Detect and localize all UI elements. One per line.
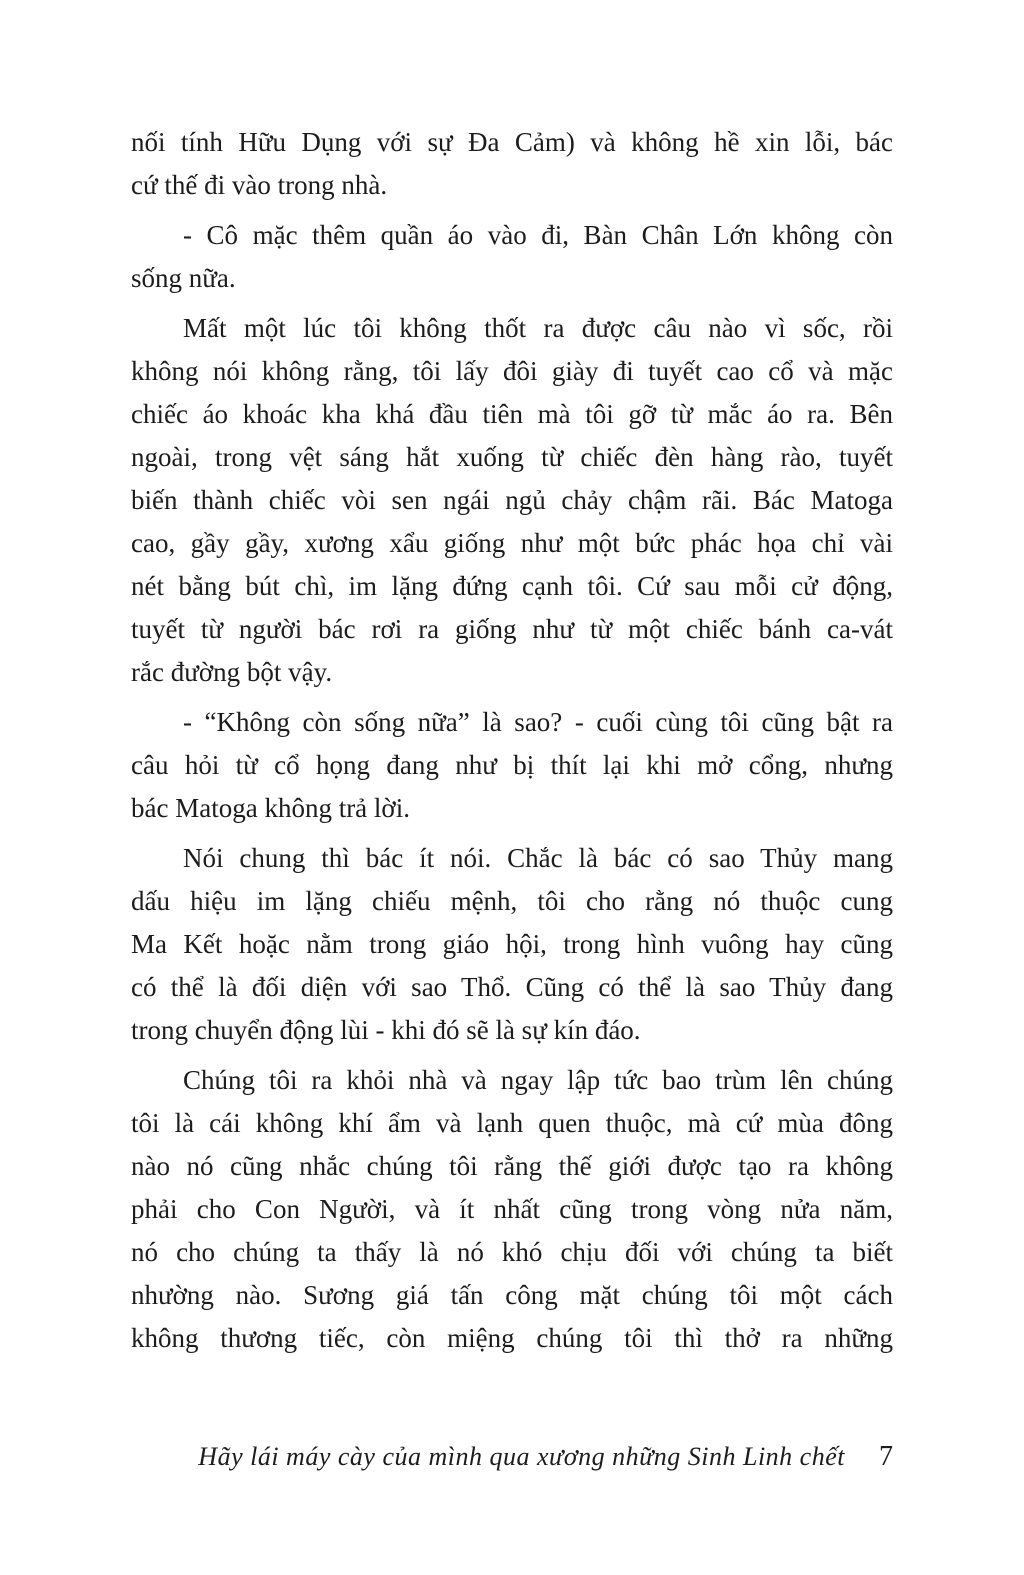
paragraph [131,701,893,830]
text-line: rắc đường bột vậy. [131,657,333,687]
text-line: Mất một lúc tôi không thốt ra được câu nào vì sốc, rồi [183,313,893,343]
text-line: nhường nào. Sương giá tấn công mặt chúng tôi một cách [131,1280,893,1310]
text-line: cứ thế đi vào trong nhà. [131,170,388,200]
text-line: chiếc áo khoác kha khá đầu tiên mà tôi gỡ từ mắc áo ra. Bên [131,399,893,429]
text-line: biến thành chiếc vòi sen ngái ngủ chảy chậm rãi. Bác Matoga [131,485,893,515]
paragraph [131,307,893,694]
text-line: không thương tiếc, còn miệng chúng tôi thì thở ra những [131,1323,893,1353]
text-line: tuyết từ người bác rơi ra giống như từ một chiếc bánh ca-vát [131,614,893,644]
page-number: 7 [879,1441,893,1472]
text-line: nét bằng bút chì, im lặng đứng cạnh tôi. Cứ sau mỗi cử động, [131,571,893,601]
text-line: ngoài, trong vệt sáng hắt xuống từ chiếc đèn hàng rào, tuyết [131,442,893,472]
text-line: không nói không rằng, tôi lấy đôi giày đi tuyết cao cổ và mặc [131,356,893,386]
paragraph [131,121,893,207]
text-line: trong chuyển động lùi - khi đó sẽ là sự kín đáo. [131,1015,641,1045]
text-line: nào nó cũng nhắc chúng tôi rằng thế giới được tạo ra không [131,1151,893,1181]
text-line: phải cho Con Người, và ít nhất cũng trong vòng nửa năm, [131,1194,893,1224]
text-line: - Cô mặc thêm quần áo vào đi, Bàn Chân Lớn không còn [183,220,893,250]
paragraph [131,214,893,300]
running-title: Hãy lái máy cày của mình qua xương những Sinh Linh chết [198,1442,845,1471]
paragraph [131,837,893,1052]
text-line: cao, gầy gầy, xương xẩu giống như một bức phác họa chỉ vài [131,528,893,558]
text-line: Nói chung thì bác ít nói. Chắc là bác có sao Thủy mang [183,843,893,873]
text-line: Ma Kết hoặc nằm trong giáo hội, trong hình vuông hay cũng [131,929,893,959]
text-line: bác Matoga không trả lời. [131,793,410,823]
page-body-text [131,121,893,1367]
text-line: nối tính Hữu Dụng với sự Đa Cảm) và không hề xin lỗi, bác [131,127,893,157]
text-line: Chúng tôi ra khỏi nhà và ngay lập tức bao trùm lên chúng [183,1065,893,1095]
text-line: - “Không còn sống nữa” là sao? - cuối cùng tôi cũng bật ra [183,707,893,737]
text-line: tôi là cái không khí ẩm và lạnh quen thuộc, mà cứ mùa đông [131,1108,893,1138]
paragraph [131,1059,893,1360]
text-line: có thể là đối diện với sao Thổ. Cũng có thể là sao Thủy đang [131,972,893,1002]
text-line: nó cho chúng ta thấy là nó khó chịu đối với chúng ta biết [131,1237,893,1267]
text-line: câu hỏi từ cổ họng đang như bị thít lại khi mở cổng, nhưng [131,750,893,780]
text-line: dấu hiệu im lặng chiếu mệnh, tôi cho rằng nó thuộc cung [131,886,893,916]
text-line: sống nữa. [131,263,236,293]
page-footer [131,1441,893,1473]
